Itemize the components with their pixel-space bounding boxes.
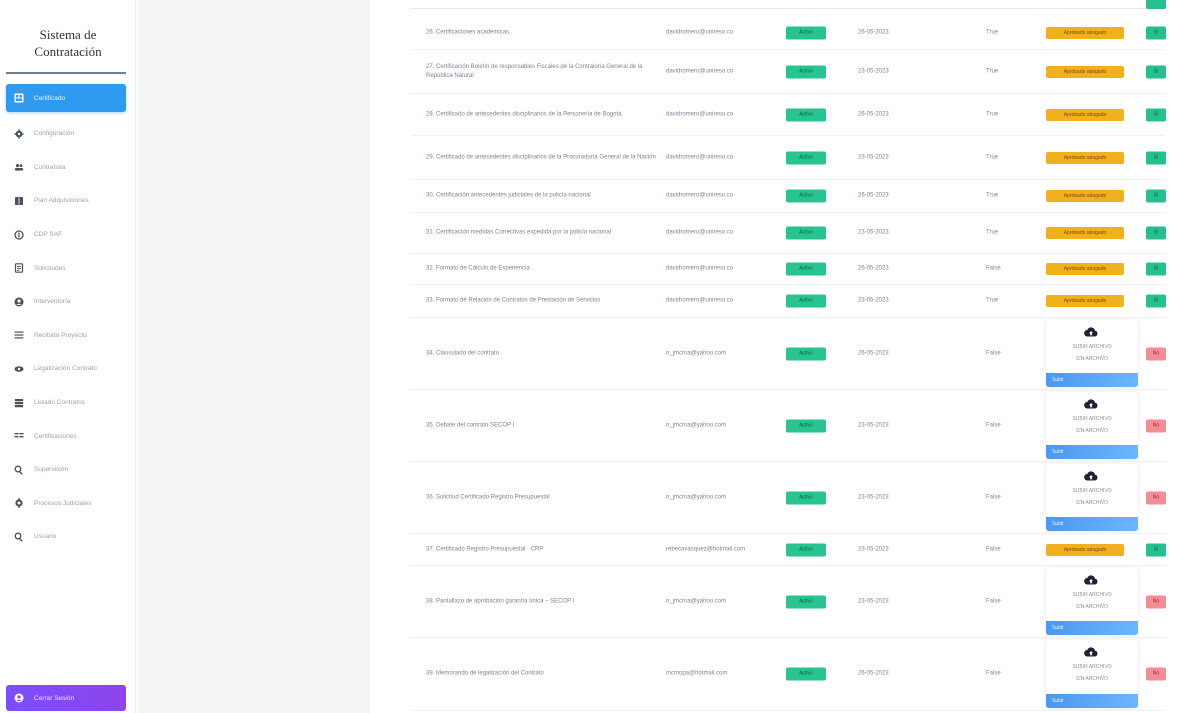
table-row (410, 566, 1176, 638)
validated-badge: Si (1146, 227, 1166, 240)
flag-cell: False (986, 265, 1001, 272)
user-circle-icon (14, 297, 24, 307)
approval-badge: Aprobado abogado (1046, 295, 1124, 307)
sidebar-item-label: Legalización Contrato (34, 365, 97, 373)
upload-prompt: SUBIR ARCHIVO (1072, 592, 1112, 598)
flag-cell: True (986, 192, 999, 199)
date-cell: 26-05-2023 (858, 192, 889, 199)
date-cell: 23-05-2023 (858, 422, 889, 428)
status-badge: Activo (786, 227, 826, 240)
search-icon (14, 465, 24, 475)
sidebar-item-certificado[interactable] (6, 84, 126, 112)
sidebar-item-label: Certificaciones (34, 432, 77, 440)
approval-cell (1046, 109, 1124, 121)
validation-cell (1146, 151, 1166, 164)
documents-table (410, 0, 1176, 713)
logout-button[interactable] (6, 685, 126, 711)
table-row (410, 180, 1176, 213)
flag-cell: True (986, 68, 999, 74)
date-cell: 23-05-2023 (858, 297, 889, 304)
document-name: 26. Certificaciones académicas (426, 29, 510, 36)
sidebar-item-label: Recibido Proyecto (34, 331, 87, 339)
sidebar-item-label: Certificado (34, 94, 66, 102)
upload-button[interactable]: Subir (1046, 517, 1138, 531)
sidebar-item-certificaciones[interactable] (6, 419, 126, 453)
coin-icon (14, 230, 24, 240)
document-name: 29. Certificado de antecedentes disciplinarios de la Procuraduría General de la Nación (426, 154, 656, 160)
table-row (410, 254, 1176, 285)
validated-badge: Si (1146, 190, 1166, 203)
document-name: 35. Debate del contrato SECOP I (426, 422, 515, 428)
stack-icon (14, 398, 24, 408)
table-row (410, 213, 1176, 254)
owner-email: davidromero@unireso.co (666, 154, 734, 160)
flag-cell: True (986, 297, 999, 304)
sidebar-item-usuario[interactable] (6, 520, 126, 554)
validation-cell (1146, 595, 1166, 608)
flag-cell: False (986, 670, 1001, 677)
content-gutter (137, 0, 370, 713)
flag-cell: True (986, 154, 999, 160)
approval-cell (1046, 190, 1124, 202)
document-name: 34. Clausulado del contrato (426, 350, 500, 356)
status-badge: Activo (786, 419, 826, 432)
validation-cell (1146, 263, 1166, 276)
approval-badge: Aprobado abogado (1046, 152, 1124, 164)
approval-cell (1046, 27, 1124, 39)
flag-cell: True (986, 111, 999, 117)
state-cell (786, 543, 826, 556)
table-icon (14, 431, 24, 441)
state-cell (786, 491, 826, 504)
validation-cell (1146, 65, 1166, 78)
approval-badge: Aprobado abogado (1046, 227, 1124, 239)
table-row (410, 136, 1176, 180)
sidebar-item-contratista[interactable] (6, 151, 126, 185)
gear-icon (14, 129, 24, 139)
cloud-upload-icon (1084, 326, 1098, 338)
date-cell: 23-05-2023 (858, 598, 889, 604)
upload-button[interactable]: Subir (1046, 445, 1138, 459)
approval-badge: Aprobado abogado (1046, 544, 1124, 556)
owner-email: davidromero@unireso.co (666, 297, 734, 304)
document-name: 39. Memorando de legalización del Contrato (426, 670, 544, 677)
sidebar-item-configuracion[interactable] (6, 117, 126, 151)
document-name: 33. Formato de Relación de Contratos de Prestación de Servicios (426, 297, 601, 304)
eye-icon (14, 364, 24, 374)
flag-cell: True (986, 229, 999, 236)
date-cell: 23-05-2023 (858, 68, 889, 74)
status-badge: Activo (786, 595, 826, 608)
sidebar-item-legalizacion-contrato[interactable] (6, 352, 126, 386)
table-row (410, 638, 1176, 711)
upload-prompt: SUBIR ARCHIVO (1072, 488, 1112, 494)
sidebar-item-label: Supervisión (34, 466, 68, 474)
user-circle-icon (14, 693, 24, 703)
upload-button[interactable]: Subir (1046, 373, 1138, 387)
owner-email: n_jmcrna@yahoo.com (666, 494, 727, 500)
state-cell (786, 419, 826, 432)
search-user-icon (14, 532, 24, 542)
state-cell (786, 27, 826, 40)
cloud-upload-icon (1084, 574, 1098, 586)
date-cell: 26-05-2023 (858, 265, 889, 272)
validated-badge: Si (1146, 295, 1166, 308)
approval-cell (1046, 227, 1124, 239)
grid-icon (14, 93, 24, 103)
validated-badge: Si (1146, 543, 1166, 556)
document-name: 28. Certificado de antecedentes disciplinarios de la Personería de Bogotá (426, 111, 622, 117)
approval-badge: Aprobado abogado (1046, 27, 1124, 39)
approval-cell (1046, 263, 1124, 275)
document-name: 36. Solicitud Certificado Registro Presupuestal (426, 494, 550, 500)
flag-cell: True (986, 29, 999, 36)
status-badge (1146, 0, 1166, 9)
owner-email: n_jmcrna@yahoo.com (666, 422, 727, 428)
upload-widget[interactable] (1046, 568, 1138, 635)
upload-prompt: SUBIR ARCHIVO (1072, 416, 1112, 422)
state-cell (786, 65, 826, 78)
sidebar-item-label: Plan Adquisiciones (34, 197, 89, 205)
state-cell (786, 227, 826, 240)
approval-cell (1046, 295, 1124, 307)
validation-cell (1146, 108, 1166, 121)
date-cell: 26-05-2023 (858, 350, 889, 356)
status-badge: Activo (786, 108, 826, 121)
validation-cell (1146, 347, 1166, 360)
validated-badge: Si (1146, 151, 1166, 164)
document-name: 30. Certificación antecedentes judiciales de la policía nacional (426, 192, 591, 199)
date-cell: 23-05-2023 (858, 154, 889, 160)
upload-prompt: SUBIR ARCHIVO (1072, 664, 1112, 670)
date-cell: 26-05-2023 (858, 29, 889, 36)
sidebar-item-solicitudes[interactable] (6, 251, 126, 285)
owner-email: n_jmcrna@yahoo.com (666, 350, 727, 356)
list-icon (14, 330, 24, 340)
validation-cell (1146, 190, 1166, 203)
table-row (410, 50, 1176, 94)
status-badge: Activo (786, 543, 826, 556)
not-validated-badge: No (1146, 668, 1166, 681)
flag-cell: False (986, 546, 1001, 552)
cloud-upload-icon (1084, 470, 1098, 482)
owner-email: davidromero@unireso.co (666, 192, 734, 199)
cloud-upload-icon (1084, 398, 1098, 410)
state-cell (786, 347, 826, 360)
document-name: 27. Certificación Boletín de responsables Fiscales de la Contraloría General de la República Natural (426, 63, 643, 79)
validation-cell (1146, 668, 1166, 681)
date-cell: 26-05-2023 (858, 670, 889, 677)
owner-email: davidromero@unireso.co (666, 229, 734, 236)
sidebar-item-listado-contratos[interactable] (6, 386, 126, 420)
document-name: 38. Pantallazo de aprobación garantía única – SECOP I (426, 598, 575, 604)
sidebar (0, 0, 136, 713)
state-cell (786, 190, 826, 203)
upload-widget[interactable] (1046, 464, 1138, 531)
table-row (410, 94, 1176, 136)
state-cell (786, 595, 826, 608)
state-cell (786, 668, 826, 681)
document-name: 31. Certificación medidas Correctivas expedida por la policía nacional (426, 229, 612, 236)
status-badge: Activo (786, 295, 826, 308)
approval-cell (1046, 152, 1124, 164)
validated-badge: Si (1146, 27, 1166, 40)
approval-badge: Aprobado abogado (1046, 109, 1124, 121)
validated-badge: Si (1146, 65, 1166, 78)
table-row (410, 285, 1176, 318)
sidebar-item-plan-adquisiciones[interactable] (6, 184, 126, 218)
sidebar-item-label: Contratista (34, 163, 66, 171)
upload-button[interactable]: Subir (1046, 621, 1138, 635)
users-icon (14, 162, 24, 172)
status-badge: Activo (786, 27, 826, 40)
table-row (410, 462, 1176, 534)
upload-widget[interactable] (1046, 320, 1138, 387)
not-validated-badge: No (1146, 419, 1166, 432)
owner-email: rebecavasquez@hotmail.com (666, 546, 746, 552)
upload-file-status: SIN ARCHIVO (1075, 604, 1109, 610)
sidebar-item-procesos-judiciales[interactable] (6, 487, 126, 521)
state-cell (786, 108, 826, 121)
title-divider (6, 72, 126, 74)
sidebar-item-label: Procesos Judiciales (34, 499, 92, 507)
state-cell (786, 151, 826, 164)
sidebar-item-recibido-proyecto[interactable] (6, 319, 126, 353)
approval-cell (1046, 66, 1124, 78)
validation-cell (1146, 27, 1166, 40)
right-margin (1166, 0, 1198, 713)
document-icon (14, 263, 24, 273)
flag-cell: False (986, 598, 1001, 604)
not-validated-badge: No (1146, 491, 1166, 504)
status-badge: Activo (786, 347, 826, 360)
state-cell (786, 263, 826, 276)
state-cell (786, 295, 826, 308)
owner-email: davidromero@unireso.co (666, 111, 734, 117)
upload-widget[interactable] (1046, 640, 1138, 708)
cloud-upload-icon (1084, 646, 1098, 658)
table-row (410, 318, 1176, 390)
validation-cell (1146, 295, 1166, 308)
flag-cell: False (986, 350, 1001, 356)
sidebar-item-interventoria[interactable] (6, 285, 126, 319)
not-validated-badge: No (1146, 347, 1166, 360)
logout-label: Cerrar Sesión (34, 694, 75, 702)
sidebar-item-cdp-saf[interactable] (6, 218, 126, 252)
table-row (410, 390, 1176, 462)
status-badge: Activo (786, 263, 826, 276)
table-top-border (410, 8, 1176, 9)
approval-badge: Aprobado abogado (1046, 66, 1124, 78)
date-cell: 23-05-2023 (858, 494, 889, 500)
document-name: 32. Formato de Cálculo de Experiencia (426, 265, 530, 272)
date-cell: 23-05-2023 (858, 229, 889, 236)
table-row (410, 17, 1176, 50)
upload-widget[interactable] (1046, 392, 1138, 459)
sidebar-item-label: Interventoría (34, 298, 71, 306)
upload-file-status: SIN ARCHIVO (1075, 356, 1109, 362)
document-name: 37. Certificado Registro Presupuestal - CRP (426, 546, 544, 552)
validated-badge: Si (1146, 108, 1166, 121)
validation-cell (1146, 227, 1166, 240)
sidebar-item-label: Solicitudes (34, 264, 66, 272)
approval-badge: Aprobado abogado (1046, 263, 1124, 275)
sidebar-item-label: Listado Contratos (34, 399, 85, 407)
status-badge: Activo (786, 65, 826, 78)
upload-file-status: SIN ARCHIVO (1075, 428, 1109, 434)
owner-email: n_jmcrna@yahoo.com (666, 598, 727, 604)
approval-cell (1046, 544, 1124, 556)
owner-email: davidromero@unireso.co (666, 265, 734, 272)
flag-cell: False (986, 422, 1001, 428)
upload-prompt: SUBIR ARCHIVO (1072, 344, 1112, 350)
owner-email: davidromero@unireso.co (666, 68, 734, 74)
approval-badge: Aprobado abogado (1046, 190, 1124, 202)
date-cell: 23-05-2023 (858, 546, 889, 552)
table-row (410, 534, 1176, 566)
status-badge: Activo (786, 491, 826, 504)
book-icon (14, 196, 24, 206)
sidebar-item-label: Configuración (34, 130, 75, 138)
flag-cell: False (986, 494, 1001, 500)
app-title: Sistema de Contratación (34, 27, 102, 59)
cog-icon (14, 498, 24, 508)
sidebar-item-supervision[interactable] (6, 453, 126, 487)
sidebar-item-label: CDP SAF (34, 231, 63, 239)
upload-button[interactable]: Subir (1046, 694, 1138, 708)
validation-cell (1146, 419, 1166, 432)
owner-email: davidromero@unireso.co (666, 29, 734, 36)
status-badge: Activo (786, 190, 826, 203)
owner-email: mcmopa@hotmail.com (666, 670, 728, 677)
sidebar-item-label: Usuario (34, 533, 57, 541)
validated-badge: Si (1146, 263, 1166, 276)
validation-cell (1146, 491, 1166, 504)
date-cell: 26-05-2023 (858, 111, 889, 117)
sidebar-nav (6, 84, 126, 554)
status-badge: Activo (786, 668, 826, 681)
upload-file-status: SIN ARCHIVO (1075, 500, 1109, 506)
validation-cell (1146, 543, 1166, 556)
upload-file-status: SIN ARCHIVO (1075, 676, 1109, 682)
not-validated-badge: No (1146, 595, 1166, 608)
status-badge: Activo (786, 151, 826, 164)
